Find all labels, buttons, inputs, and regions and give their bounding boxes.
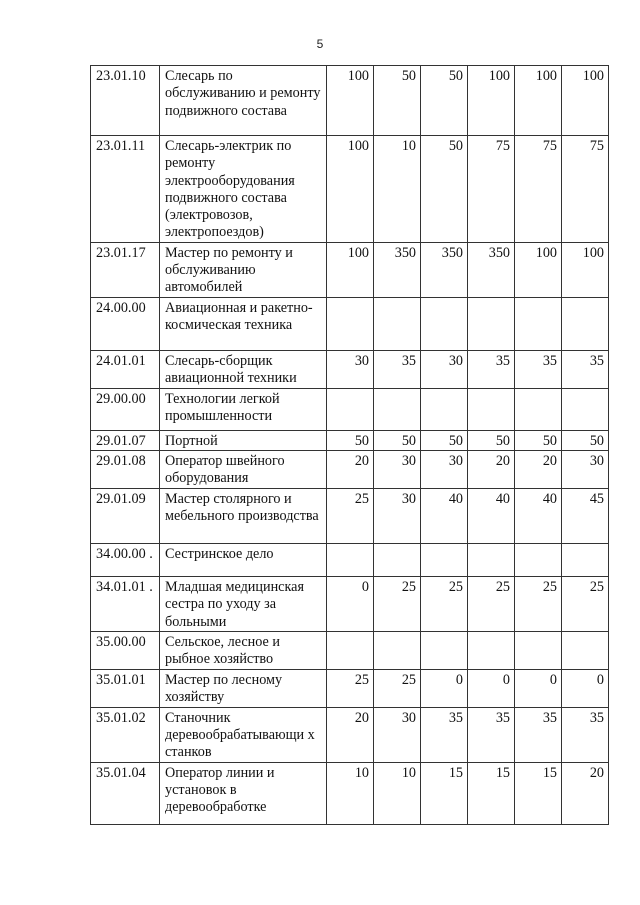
value-cell: 35 bbox=[562, 707, 609, 762]
value-cell: 100 bbox=[515, 66, 562, 136]
specialty-code-cell: 23.01.11 bbox=[91, 136, 160, 243]
specialty-name-cell: Младшая медицинская сестра по уходу за больными bbox=[160, 576, 327, 631]
value-cell: 40 bbox=[515, 488, 562, 543]
specialty-code-cell: 35.01.04 bbox=[91, 762, 160, 824]
value-cell bbox=[327, 631, 374, 669]
specialty-name-cell: Оператор линии и установок в деревообработке bbox=[160, 762, 327, 824]
value-cell: 20 bbox=[327, 707, 374, 762]
specialty-code-cell: 35.00.00 bbox=[91, 631, 160, 669]
value-cell bbox=[327, 388, 374, 430]
value-cell: 350 bbox=[468, 242, 515, 297]
specialty-code-cell: 29.01.08 bbox=[91, 450, 160, 488]
value-cell: 0 bbox=[327, 576, 374, 631]
value-cell bbox=[468, 543, 515, 576]
specialty-code-cell: 35.01.02 bbox=[91, 707, 160, 762]
value-cell bbox=[515, 631, 562, 669]
specialty-name-cell: Слесарь-электрик по ремонту электрооборудования подвижного состава (электровозов, электропоездов) bbox=[160, 136, 327, 243]
value-cell bbox=[327, 297, 374, 350]
value-cell: 35 bbox=[562, 350, 609, 388]
value-cell: 75 bbox=[515, 136, 562, 243]
value-cell bbox=[374, 297, 421, 350]
value-cell: 30 bbox=[374, 450, 421, 488]
value-cell bbox=[374, 388, 421, 430]
value-cell: 0 bbox=[515, 669, 562, 707]
specialty-code-cell: 29.01.09 bbox=[91, 488, 160, 543]
value-cell: 15 bbox=[515, 762, 562, 824]
value-cell: 25 bbox=[562, 576, 609, 631]
value-cell: 35 bbox=[515, 350, 562, 388]
value-cell: 20 bbox=[327, 450, 374, 488]
specialty-code-cell: 23.01.17 bbox=[91, 242, 160, 297]
value-cell: 350 bbox=[374, 242, 421, 297]
specialty-name-cell: Слесарь по обслуживанию и ремонту подвижного состава bbox=[160, 66, 327, 136]
value-cell: 40 bbox=[421, 488, 468, 543]
specialties-table bbox=[90, 65, 609, 825]
value-cell: 35 bbox=[515, 707, 562, 762]
value-cell: 50 bbox=[421, 66, 468, 136]
value-cell: 25 bbox=[374, 669, 421, 707]
table-row bbox=[91, 350, 609, 388]
value-cell bbox=[468, 631, 515, 669]
value-cell: 30 bbox=[327, 350, 374, 388]
value-cell: 20 bbox=[562, 762, 609, 824]
value-cell: 50 bbox=[562, 430, 609, 450]
table-row bbox=[91, 388, 609, 430]
specialty-code-cell: 35.01.01 bbox=[91, 669, 160, 707]
value-cell: 20 bbox=[515, 450, 562, 488]
table-row bbox=[91, 66, 609, 136]
value-cell bbox=[562, 297, 609, 350]
table-row bbox=[91, 242, 609, 297]
specialty-name-cell: Оператор швейного оборудования bbox=[160, 450, 327, 488]
specialty-code-cell: 24.00.00 bbox=[91, 297, 160, 350]
specialty-name-cell: Технологии легкой промышленности bbox=[160, 388, 327, 430]
value-cell: 100 bbox=[327, 136, 374, 243]
table-row bbox=[91, 488, 609, 543]
specialty-name-cell: Мастер столярного и мебельного производства bbox=[160, 488, 327, 543]
value-cell bbox=[515, 388, 562, 430]
value-cell bbox=[421, 297, 468, 350]
value-cell: 15 bbox=[421, 762, 468, 824]
value-cell bbox=[421, 631, 468, 669]
value-cell: 100 bbox=[327, 66, 374, 136]
value-cell bbox=[421, 388, 468, 430]
value-cell: 10 bbox=[374, 762, 421, 824]
value-cell: 50 bbox=[421, 136, 468, 243]
value-cell: 50 bbox=[374, 430, 421, 450]
value-cell: 25 bbox=[421, 576, 468, 631]
value-cell: 350 bbox=[421, 242, 468, 297]
value-cell: 35 bbox=[468, 707, 515, 762]
table-row bbox=[91, 450, 609, 488]
specialty-name-cell: Сестринское дело bbox=[160, 543, 327, 576]
value-cell: 35 bbox=[468, 350, 515, 388]
table-row bbox=[91, 136, 609, 243]
specialty-name-cell: Мастер по лесному хозяйству bbox=[160, 669, 327, 707]
value-cell: 100 bbox=[562, 242, 609, 297]
value-cell: 10 bbox=[374, 136, 421, 243]
value-cell: 25 bbox=[327, 669, 374, 707]
value-cell: 50 bbox=[374, 66, 421, 136]
value-cell bbox=[374, 543, 421, 576]
specialty-name-cell: Слесарь-сборщик авиационной техники bbox=[160, 350, 327, 388]
value-cell: 45 bbox=[562, 488, 609, 543]
value-cell bbox=[562, 388, 609, 430]
value-cell: 25 bbox=[468, 576, 515, 631]
specialty-code-cell: 34.01.01 . bbox=[91, 576, 160, 631]
table-row bbox=[91, 430, 609, 450]
specialty-code-cell: 29.01.07 bbox=[91, 430, 160, 450]
value-cell: 75 bbox=[468, 136, 515, 243]
value-cell bbox=[562, 543, 609, 576]
value-cell: 0 bbox=[421, 669, 468, 707]
value-cell: 0 bbox=[468, 669, 515, 707]
table-row bbox=[91, 576, 609, 631]
table-body bbox=[91, 66, 609, 825]
value-cell: 30 bbox=[562, 450, 609, 488]
value-cell: 35 bbox=[374, 350, 421, 388]
table-row bbox=[91, 297, 609, 350]
value-cell bbox=[374, 631, 421, 669]
value-cell: 100 bbox=[515, 242, 562, 297]
value-cell bbox=[515, 297, 562, 350]
value-cell: 35 bbox=[421, 707, 468, 762]
value-cell: 25 bbox=[515, 576, 562, 631]
table-row bbox=[91, 669, 609, 707]
value-cell: 25 bbox=[374, 576, 421, 631]
value-cell: 50 bbox=[327, 430, 374, 450]
value-cell: 30 bbox=[421, 350, 468, 388]
value-cell: 30 bbox=[421, 450, 468, 488]
value-cell bbox=[421, 543, 468, 576]
value-cell bbox=[468, 388, 515, 430]
value-cell: 25 bbox=[327, 488, 374, 543]
value-cell bbox=[562, 631, 609, 669]
value-cell bbox=[468, 297, 515, 350]
specialty-code-cell: 34.00.00 . bbox=[91, 543, 160, 576]
value-cell: 0 bbox=[562, 669, 609, 707]
specialty-code-cell: 23.01.10 bbox=[91, 66, 160, 136]
table-row bbox=[91, 762, 609, 824]
value-cell: 100 bbox=[468, 66, 515, 136]
value-cell bbox=[327, 543, 374, 576]
value-cell: 15 bbox=[468, 762, 515, 824]
table-row bbox=[91, 707, 609, 762]
table-row bbox=[91, 543, 609, 576]
value-cell: 75 bbox=[562, 136, 609, 243]
value-cell: 50 bbox=[421, 430, 468, 450]
specialty-name-cell: Портной bbox=[160, 430, 327, 450]
specialty-name-cell: Сельское, лесное и рыбное хозяйство bbox=[160, 631, 327, 669]
table-row bbox=[91, 631, 609, 669]
value-cell: 30 bbox=[374, 488, 421, 543]
value-cell: 100 bbox=[562, 66, 609, 136]
specialty-name-cell: Мастер по ремонту и обслуживанию автомобилей bbox=[160, 242, 327, 297]
value-cell: 40 bbox=[468, 488, 515, 543]
value-cell: 10 bbox=[327, 762, 374, 824]
value-cell: 30 bbox=[374, 707, 421, 762]
value-cell: 50 bbox=[515, 430, 562, 450]
specialty-name-cell: Авиационная и ракетно-космическая техника bbox=[160, 297, 327, 350]
specialty-code-cell: 29.00.00 bbox=[91, 388, 160, 430]
specialty-name-cell: Станочник деревообрабатывающи х станков bbox=[160, 707, 327, 762]
page-number: 5 bbox=[316, 37, 324, 51]
specialty-code-cell: 24.01.01 bbox=[91, 350, 160, 388]
value-cell: 50 bbox=[468, 430, 515, 450]
value-cell: 20 bbox=[468, 450, 515, 488]
value-cell: 100 bbox=[327, 242, 374, 297]
value-cell bbox=[515, 543, 562, 576]
